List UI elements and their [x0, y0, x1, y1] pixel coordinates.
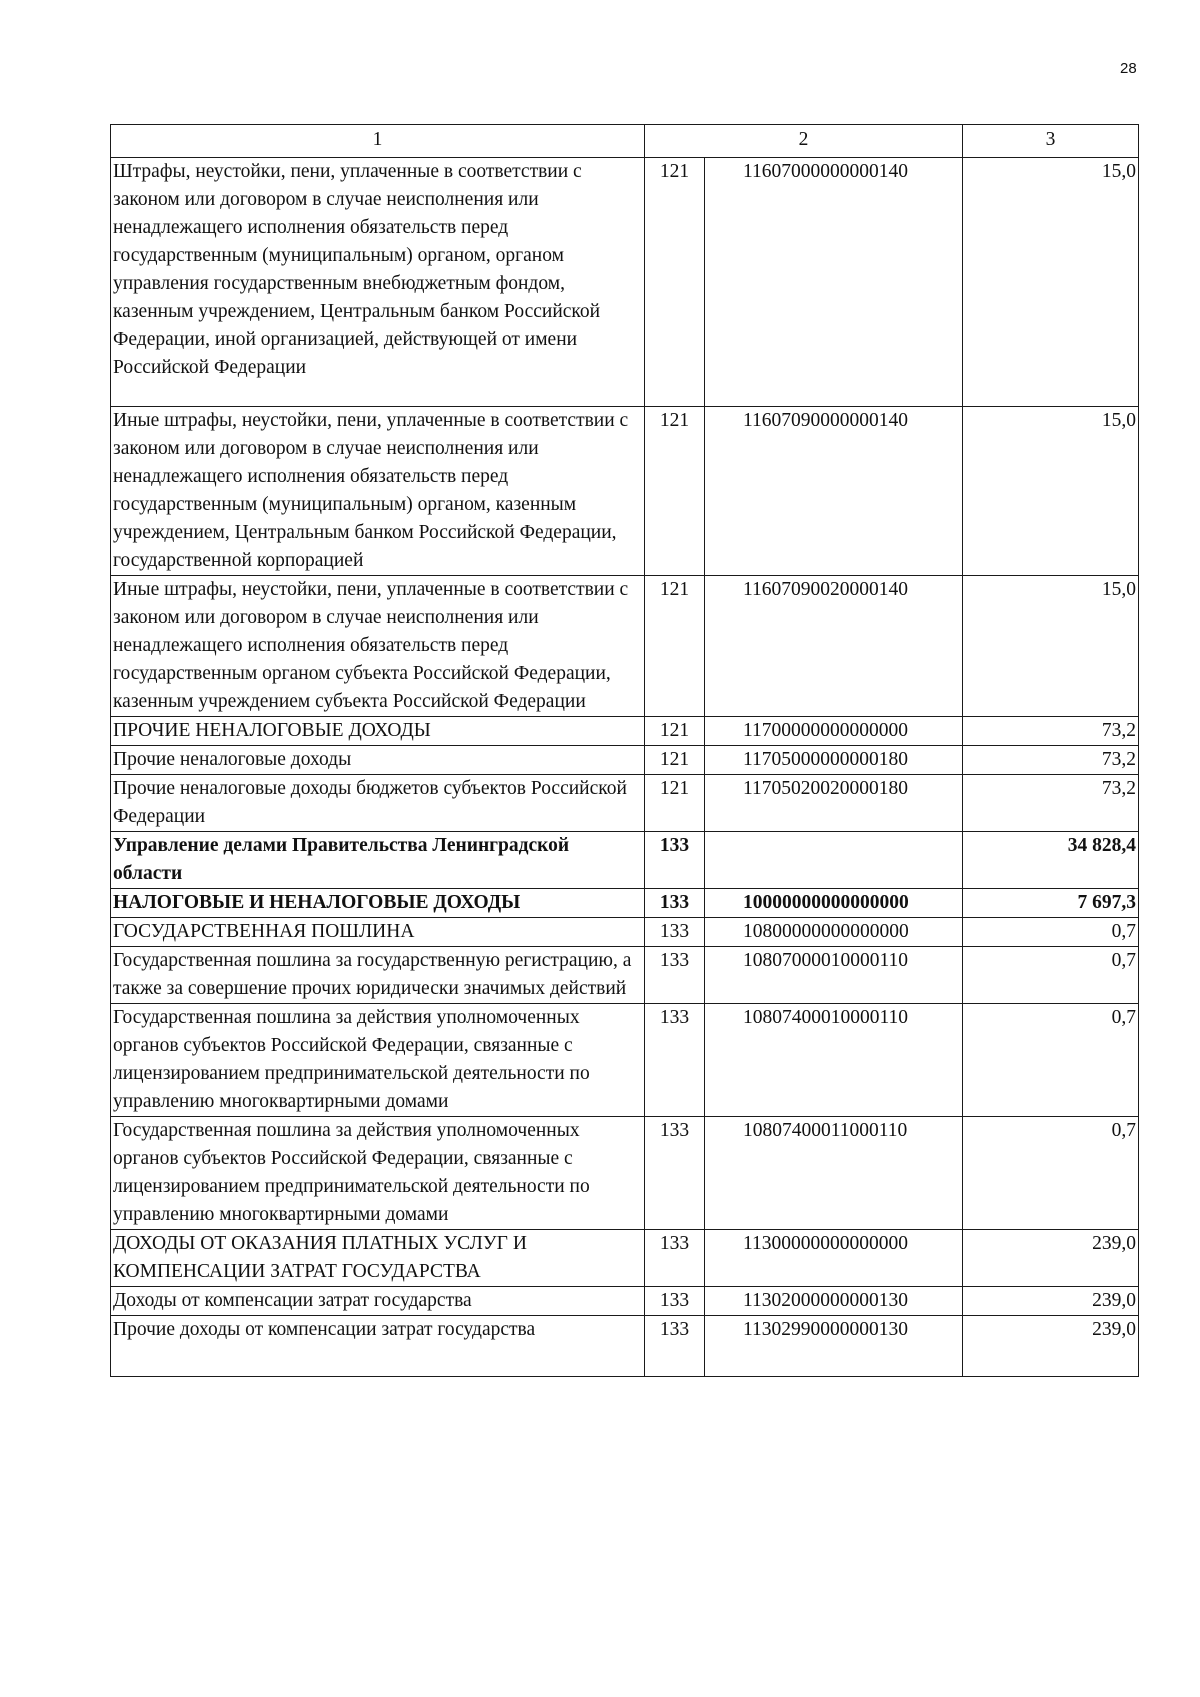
row-amount: 0,7 [963, 947, 1139, 1004]
row-admin-code: 133 [645, 918, 705, 947]
row-admin-code: 133 [645, 1287, 705, 1316]
row-revenue-code: 10807000010000110 [705, 947, 963, 1004]
row-amount: 239,0 [963, 1230, 1139, 1287]
table-row [111, 918, 1139, 947]
row-revenue-code: 11705020020000180 [705, 775, 963, 832]
header-col-1: 1 [111, 125, 645, 158]
row-amount: 0,7 [963, 1117, 1139, 1230]
table-row [111, 1230, 1139, 1287]
row-revenue-code: 11607090000000140 [705, 407, 963, 576]
row-amount: 0,7 [963, 1004, 1139, 1117]
row-admin-code: 133 [645, 889, 705, 918]
page-number: 28 [1120, 60, 1137, 77]
row-revenue-code: 11705000000000180 [705, 746, 963, 775]
table-row [111, 775, 1139, 832]
row-admin-code: 121 [645, 576, 705, 717]
row-amount: 239,0 [963, 1316, 1139, 1377]
table-row [111, 576, 1139, 717]
row-admin-code: 133 [645, 1230, 705, 1287]
header-col-3: 3 [963, 125, 1139, 158]
row-name: ГОСУДАРСТВЕННАЯ ПОШЛИНА [111, 918, 645, 947]
table-row [111, 832, 1139, 889]
table-row [111, 1117, 1139, 1230]
table-row [111, 1287, 1139, 1316]
row-name: Прочие доходы от компенсации затрат государства [111, 1316, 645, 1377]
row-amount: 0,7 [963, 918, 1139, 947]
row-name: Прочие неналоговые доходы бюджетов субъектов Российской Федерации [111, 775, 645, 832]
row-revenue-code: 11302990000000130 [705, 1316, 963, 1377]
row-amount: 239,0 [963, 1287, 1139, 1316]
header-col-2: 2 [645, 125, 963, 158]
row-amount: 73,2 [963, 775, 1139, 832]
table-header-row [111, 125, 1139, 158]
table-row [111, 889, 1139, 918]
table-row [111, 1004, 1139, 1117]
row-admin-code: 121 [645, 746, 705, 775]
row-amount: 73,2 [963, 746, 1139, 775]
row-revenue-code: 11607090020000140 [705, 576, 963, 717]
row-admin-code: 133 [645, 947, 705, 1004]
row-name: Иные штрафы, неустойки, пени, уплаченные в соответствии с законом или договором в случае неисполнения или ненадлежащего исполнения обязательств перед государственным органом субъекта Российской Федерации, казенным учреждением субъекта Российской Федерации [111, 576, 645, 717]
row-admin-code: 133 [645, 832, 705, 889]
row-amount: 73,2 [963, 717, 1139, 746]
row-amount: 7 697,3 [963, 889, 1139, 918]
row-revenue-code [705, 832, 963, 889]
row-revenue-code: 10807400010000110 [705, 1004, 963, 1117]
row-revenue-code: 11700000000000000 [705, 717, 963, 746]
table-row [111, 746, 1139, 775]
row-admin-code: 133 [645, 1117, 705, 1230]
row-name: Прочие неналоговые доходы [111, 746, 645, 775]
table-row [111, 717, 1139, 746]
row-name: Управление делами Правительства Ленинградской области [111, 832, 645, 889]
row-revenue-code: 10800000000000000 [705, 918, 963, 947]
row-name: Доходы от компенсации затрат государства [111, 1287, 645, 1316]
row-name: ДОХОДЫ ОТ ОКАЗАНИЯ ПЛАТНЫХ УСЛУГ И КОМПЕНСАЦИИ ЗАТРАТ ГОСУДАРСТВА [111, 1230, 645, 1287]
row-admin-code: 121 [645, 407, 705, 576]
table-row [111, 1316, 1139, 1377]
row-admin-code: 121 [645, 158, 705, 407]
row-admin-code: 133 [645, 1316, 705, 1377]
row-name: Штрафы, неустойки, пени, уплаченные в соответствии с законом или договором в случае неисполнения или ненадлежащего исполнения обязательств перед государственным (муниципальным) органом, органом управления государственным внебюджетным фондом, казенным учреждением, Центральным банком Российской Федерации, иной организацией, действующей от имени Российской Федерации [111, 158, 645, 407]
row-name: Государственная пошлина за действия уполномоченных органов субъектов Российской Федерации, связанные с лицензированием предпринимательской деятельности по управлению многоквартирными домами [111, 1004, 645, 1117]
row-admin-code: 121 [645, 717, 705, 746]
row-amount: 15,0 [963, 576, 1139, 717]
row-amount: 15,0 [963, 407, 1139, 576]
revenue-table [110, 124, 1139, 1377]
row-revenue-code: 11300000000000000 [705, 1230, 963, 1287]
row-name: Государственная пошлина за государственную регистрацию, а также за совершение прочих юридически значимых действий [111, 947, 645, 1004]
row-name: Государственная пошлина за действия уполномоченных органов субъектов Российской Федерации, связанные с лицензированием предпринимательской деятельности по управлению многоквартирными домами [111, 1117, 645, 1230]
table-row [111, 407, 1139, 576]
row-revenue-code: 11607000000000140 [705, 158, 963, 407]
row-revenue-code: 10000000000000000 [705, 889, 963, 918]
row-revenue-code: 11302000000000130 [705, 1287, 963, 1316]
table-row [111, 158, 1139, 407]
row-name: ПРОЧИЕ НЕНАЛОГОВЫЕ ДОХОДЫ [111, 717, 645, 746]
row-name: Иные штрафы, неустойки, пени, уплаченные в соответствии с законом или договором в случае неисполнения или ненадлежащего исполнения обязательств перед государственным (муниципальным) органом, казенным учреждением, Центральным банком Российской Федерации, государственной корпорацией [111, 407, 645, 576]
row-admin-code: 121 [645, 775, 705, 832]
row-admin-code: 133 [645, 1004, 705, 1117]
row-amount: 34 828,4 [963, 832, 1139, 889]
row-amount: 15,0 [963, 158, 1139, 407]
row-name: НАЛОГОВЫЕ И НЕНАЛОГОВЫЕ ДОХОДЫ [111, 889, 645, 918]
table-row [111, 947, 1139, 1004]
row-revenue-code: 10807400011000110 [705, 1117, 963, 1230]
